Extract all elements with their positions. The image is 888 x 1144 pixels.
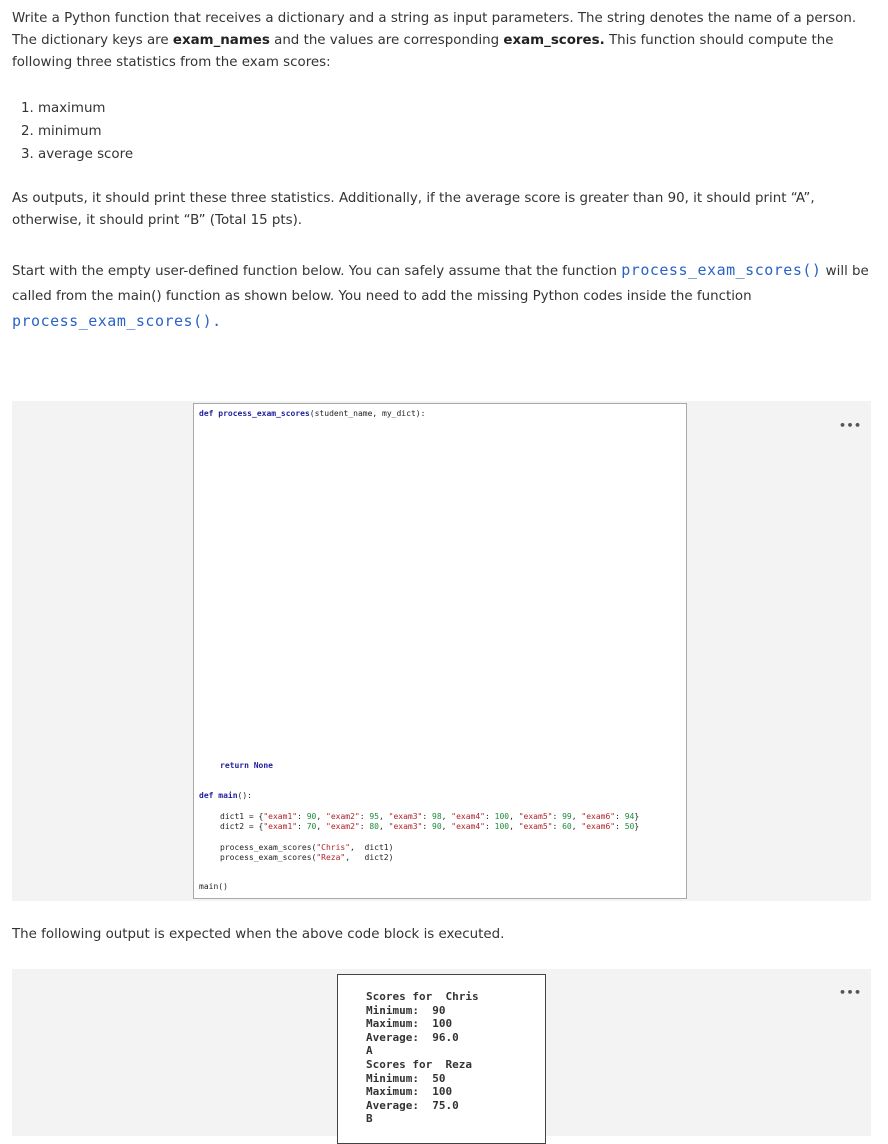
output-line: B [366,1112,373,1126]
code-function-params: (student_name, my_dict): [309,409,426,418]
code-dict1-line: dict1 = {"exam1": 90, "exam2": 95, "exam3": 98, "exam4": 100, "exam5": 99, "exam6": 94} [220,812,640,821]
list-item-maximum: 1. maximum [38,97,133,120]
output-line: Maximum: 100 [366,1017,453,1031]
output-line: A [366,1044,373,1058]
following-paragraph: The following output is expected when the above code block is executed. [12,927,505,942]
more-options-icon[interactable]: ••• [839,419,862,432]
expected-output [337,974,546,1144]
code-call2-line: process_exam_scores("Reza", dict2) [220,853,394,862]
code-dict2-line: dict2 = {"exam1": 70, "exam2": 80, "exam3": 90, "exam4": 100, "exam5": 60, "exam6": 50} [220,822,640,831]
statistics-list [12,97,133,166]
output-line: Average: 96.0 [366,1030,459,1044]
output-line: Minimum: 50 [366,1071,446,1085]
code-call1-line: process_exam_scores("Chris", dict1) [220,843,394,852]
code-def-line [199,409,425,419]
code-main-call-line: main() [199,882,228,891]
output-line: Maximum: 100 [366,1085,453,1099]
intro-text-3: This function should compute the following three statistics from the exam scores: [12,33,834,70]
code-return-keyword: return [220,761,249,770]
code-main-name: main [218,791,238,800]
output-line: Average: 75.0 [366,1098,459,1112]
output-line: Scores for Reza [366,1058,472,1071]
code-return-value: None [253,761,273,770]
inline-code-function: process_exam_scores() [621,261,822,279]
more-options-icon-output[interactable]: ••• [839,986,862,999]
start-text-1: Start with the empty user-defined function below. You can safely assume that the function [12,264,622,279]
output-line: Scores for Chris [366,990,479,1003]
code-main-def-keyword: def [199,791,214,800]
code-main-params: (): [237,791,252,800]
start-paragraph [12,258,874,335]
intro-bold-exam-scores: exam_scores. [503,33,605,48]
start-text-2: will be called from the main() function as shown below. You need to add the missing Python codes inside the function [12,264,869,304]
inline-code-function-2: process_exam_scores(). [12,312,222,330]
code-snippet [193,403,687,899]
intro-text-2: and the values are corresponding [269,33,504,48]
list-item-average: 3. average score [38,143,133,166]
code-main-def-line [199,791,252,801]
code-def-keyword: def [199,409,214,418]
intro-text-1: Write a Python function that receives a dictionary and a string as input parameters. The string denotes the name of a person. The dictionary keys are [12,11,857,48]
outputs-paragraph: As outputs, it should print these three statistics. Additionally, if the average score is greater than 90, it should print “A”, otherwise, it should print “B” (Total 15 pts). [12,191,815,228]
code-function-name: process_exam_scores [218,409,310,418]
output-line: Minimum: 90 [366,1003,446,1017]
intro-paragraph [12,8,874,74]
intro-bold-exam-names: exam_names [172,33,270,48]
code-return-line [220,761,273,771]
list-item-minimum: 2. minimum [38,120,133,143]
